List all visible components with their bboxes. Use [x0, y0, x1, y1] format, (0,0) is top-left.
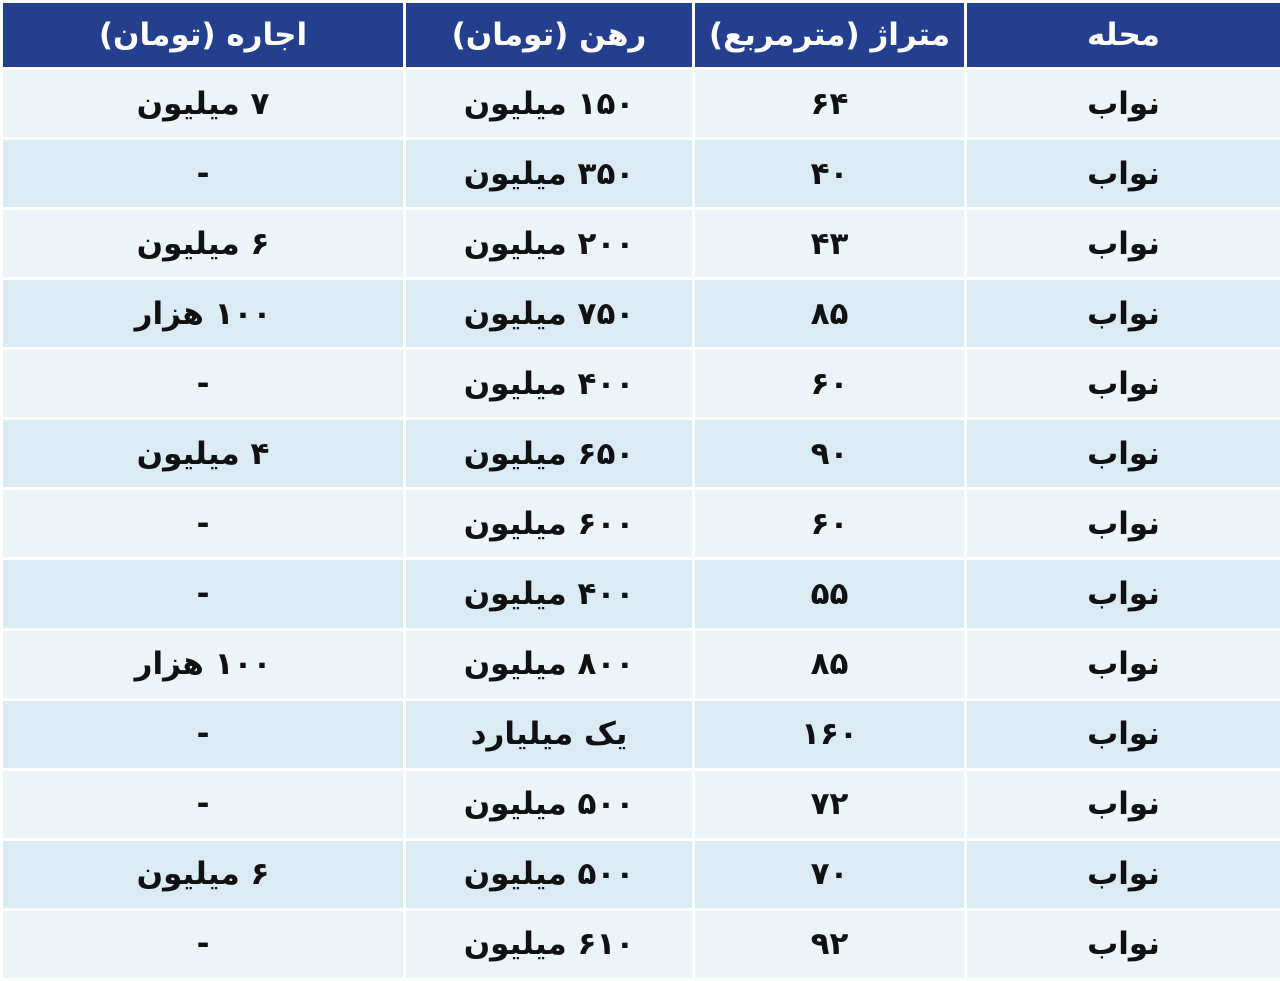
cell-neighborhood: نواب	[967, 631, 1280, 698]
table-row	[3, 841, 1280, 908]
header-row	[3, 3, 1280, 67]
table-body	[3, 70, 1280, 978]
table-row	[3, 771, 1280, 838]
cell-rent: -	[3, 350, 403, 417]
cell-area: ۹۲	[695, 911, 964, 978]
table-row	[3, 490, 1280, 557]
cell-area: ۵۵	[695, 560, 964, 627]
table-row	[3, 210, 1280, 277]
cell-rent: ۷ میلیون	[3, 70, 403, 137]
cell-rent: ۱۰۰ هزار	[3, 631, 403, 698]
cell-deposit: ۶۱۰ میلیون	[406, 911, 692, 978]
header-rent: اجاره (تومان)	[3, 3, 403, 67]
cell-neighborhood: نواب	[967, 490, 1280, 557]
cell-neighborhood: نواب	[967, 140, 1280, 207]
cell-rent: ۴ میلیون	[3, 420, 403, 487]
cell-rent: -	[3, 701, 403, 768]
cell-deposit: ۷۵۰ میلیون	[406, 280, 692, 347]
table-row	[3, 140, 1280, 207]
cell-rent: -	[3, 771, 403, 838]
cell-area: ۶۰	[695, 490, 964, 557]
cell-rent: ۶ میلیون	[3, 841, 403, 908]
cell-area: ۴۳	[695, 210, 964, 277]
cell-rent: -	[3, 911, 403, 978]
cell-neighborhood: نواب	[967, 210, 1280, 277]
cell-deposit: ۵۰۰ میلیون	[406, 771, 692, 838]
cell-deposit: ۸۰۰ میلیون	[406, 631, 692, 698]
header-deposit: رهن (تومان)	[406, 3, 692, 67]
cell-area: ۶۴	[695, 70, 964, 137]
table-row	[3, 70, 1280, 137]
table-row	[3, 701, 1280, 768]
cell-area: ۷۰	[695, 841, 964, 908]
cell-neighborhood: نواب	[967, 841, 1280, 908]
cell-rent: -	[3, 490, 403, 557]
cell-neighborhood: نواب	[967, 771, 1280, 838]
table-header	[3, 3, 1280, 67]
cell-rent: ۱۰۰ هزار	[3, 280, 403, 347]
table-row	[3, 560, 1280, 627]
cell-area: ۴۰	[695, 140, 964, 207]
table-row	[3, 350, 1280, 417]
cell-deposit: ۲۰۰ میلیون	[406, 210, 692, 277]
table-row	[3, 631, 1280, 698]
cell-neighborhood: نواب	[967, 911, 1280, 978]
header-neighborhood: محله	[967, 3, 1280, 67]
cell-neighborhood: نواب	[967, 701, 1280, 768]
cell-deposit: ۵۰۰ میلیون	[406, 841, 692, 908]
cell-area: ۶۰	[695, 350, 964, 417]
cell-area: ۸۵	[695, 631, 964, 698]
cell-area: ۹۰	[695, 420, 964, 487]
cell-neighborhood: نواب	[967, 560, 1280, 627]
cell-rent: -	[3, 140, 403, 207]
cell-area: ۷۲	[695, 771, 964, 838]
cell-neighborhood: نواب	[967, 350, 1280, 417]
table-row	[3, 420, 1280, 487]
cell-deposit: ۳۵۰ میلیون	[406, 140, 692, 207]
cell-deposit: ۱۵۰ میلیون	[406, 70, 692, 137]
cell-deposit: یک میلیارد	[406, 701, 692, 768]
cell-deposit: ۴۰۰ میلیون	[406, 350, 692, 417]
cell-rent: -	[3, 560, 403, 627]
cell-neighborhood: نواب	[967, 280, 1280, 347]
cell-deposit: ۶۰۰ میلیون	[406, 490, 692, 557]
cell-neighborhood: نواب	[967, 420, 1280, 487]
cell-neighborhood: نواب	[967, 70, 1280, 137]
cell-area: ۱۶۰	[695, 701, 964, 768]
header-area: متراژ (مترمربع)	[695, 3, 964, 67]
cell-deposit: ۶۵۰ میلیون	[406, 420, 692, 487]
table-row	[3, 911, 1280, 978]
cell-deposit: ۴۰۰ میلیون	[406, 560, 692, 627]
cell-area: ۸۵	[695, 280, 964, 347]
table-row	[3, 280, 1280, 347]
cell-rent: ۶ میلیون	[3, 210, 403, 277]
